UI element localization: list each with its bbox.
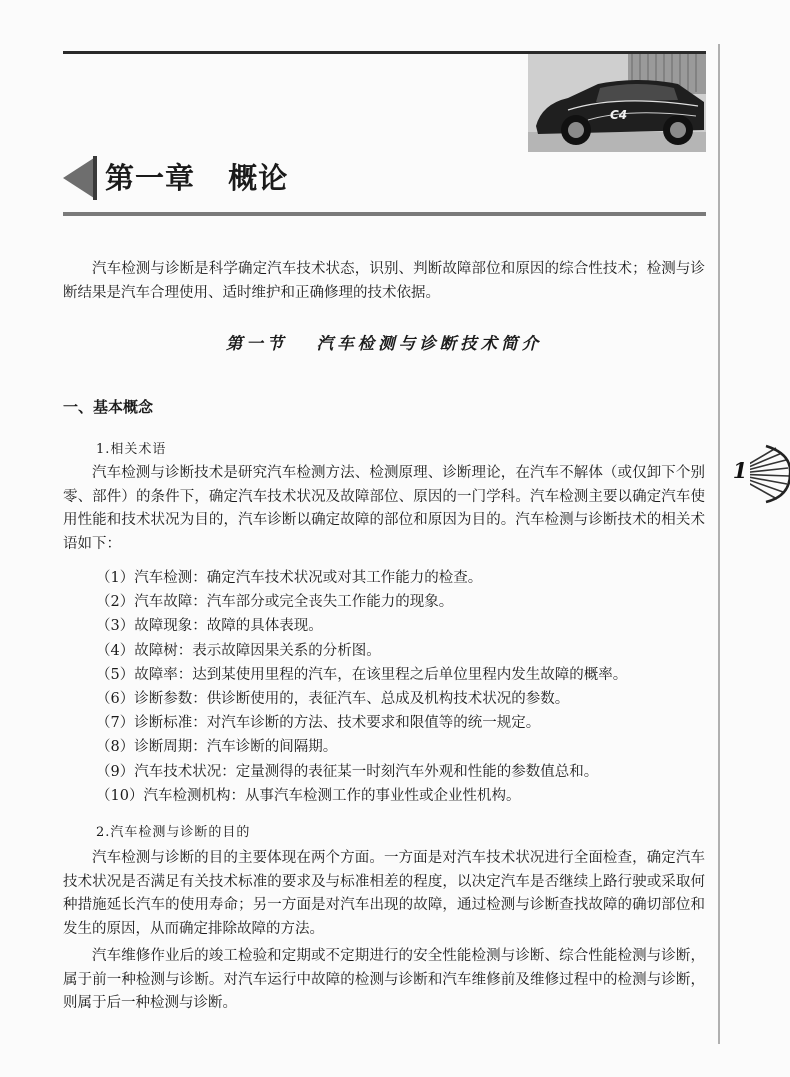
list-item: （9）汽车技术状况：定量测得的表征某一时刻汽车外观和性能的参数值总和。 — [96, 763, 599, 780]
section-title: 第一节 汽车检测与诊断技术简介 — [225, 334, 543, 353]
chapter-heading — [63, 156, 703, 200]
terms-intro-text: 汽车检测与诊断技术是研究汽车检测方法、检测原理、诊断理论，在汽车不解体（或仅卸下个别零、部件）的条件下，确定汽车技术状况及故障部位、原因的一门学科。汽车检测主要以确定汽车使用性能和技术状况为目的，汽车诊断以确定故障的部位和原因为目的。汽车检测与诊断技术的相关术语如下： — [63, 465, 705, 552]
intro-text: 汽车检测与诊断是科学确定汽车技术状态，识别、判断故障部位和原因的综合性技术；检测与诊断结果是汽车合理使用、适时维护和正确修理的技术依据。 — [63, 261, 705, 301]
purpose-text-1: 汽车检测与诊断的目的主要体现在两个方面。一方面是对汽车技术状况进行全面检查，确定汽车技术状况是否满足有关技术标准的要求及与标准相差的程度，以决定汽车是否继续上路行驶或采取何种措施延长汽车的使用寿命；另一方面是对汽车出现的故障，通过检测与诊断查找故障的确切部位和发生的原因，从而确定排除故障的方法。 — [63, 850, 705, 937]
list-item: （1）汽车检测：确定汽车技术状况或对其工作能力的检查。 — [96, 570, 483, 586]
list-item: （3）故障现象：故障的具体表现。 — [96, 618, 323, 635]
subsection-title: 一、基本概念 — [63, 398, 154, 416]
margin-rule — [718, 44, 720, 1044]
purpose-paragraph-1 — [63, 847, 705, 941]
list-item: （2）汽车故障：汽车部分或完全丧失工作能力的现象。 — [96, 594, 454, 611]
page-number: 1 — [732, 458, 748, 483]
intro-paragraph — [63, 258, 705, 305]
chapter-title: 第一章 概论 — [105, 161, 289, 195]
terms-list — [96, 566, 706, 808]
topic-title-terms: 1.相关术语 — [96, 442, 167, 457]
topic-title-purpose: 2.汽车检测与诊断的目的 — [96, 825, 251, 840]
car-badge: C4 — [610, 108, 628, 122]
car-photo — [528, 54, 706, 152]
chevron-left-icon — [63, 156, 97, 200]
terms-paragraph — [63, 462, 705, 556]
purpose-paragraph-2 — [63, 945, 705, 1016]
chapter-rule — [63, 212, 706, 216]
list-item: （6）诊断参数：供诊断使用的，表征汽车、总成及机构技术状况的参数。 — [96, 691, 570, 708]
list-item: （10）汽车检测机构：从事汽车检测工作的事业性或企业性机构。 — [96, 787, 521, 804]
list-item: （5）故障率：达到某使用里程的汽车，在该里程之后单位里程内发生故障的概率。 — [96, 666, 628, 683]
purpose-text-2: 汽车维修作业后的竣工检验和定期或不定期进行的安全性能检测与诊断、综合性能检测与诊断，属于前一种检测与诊断。对汽车运行中故障的检测与诊断和汽车维修前及维修过程中的检测与诊断，则属于后一种检测与诊断。 — [63, 948, 705, 1011]
list-item: （4）故障树：表示故障因果关系的分析图。 — [96, 642, 381, 659]
list-item: （8）诊断周期：汽车诊断的间隔期。 — [96, 739, 338, 756]
list-item: （7）诊断标准：对汽车诊断的方法、技术要求和限值等的统一规定。 — [96, 715, 541, 732]
